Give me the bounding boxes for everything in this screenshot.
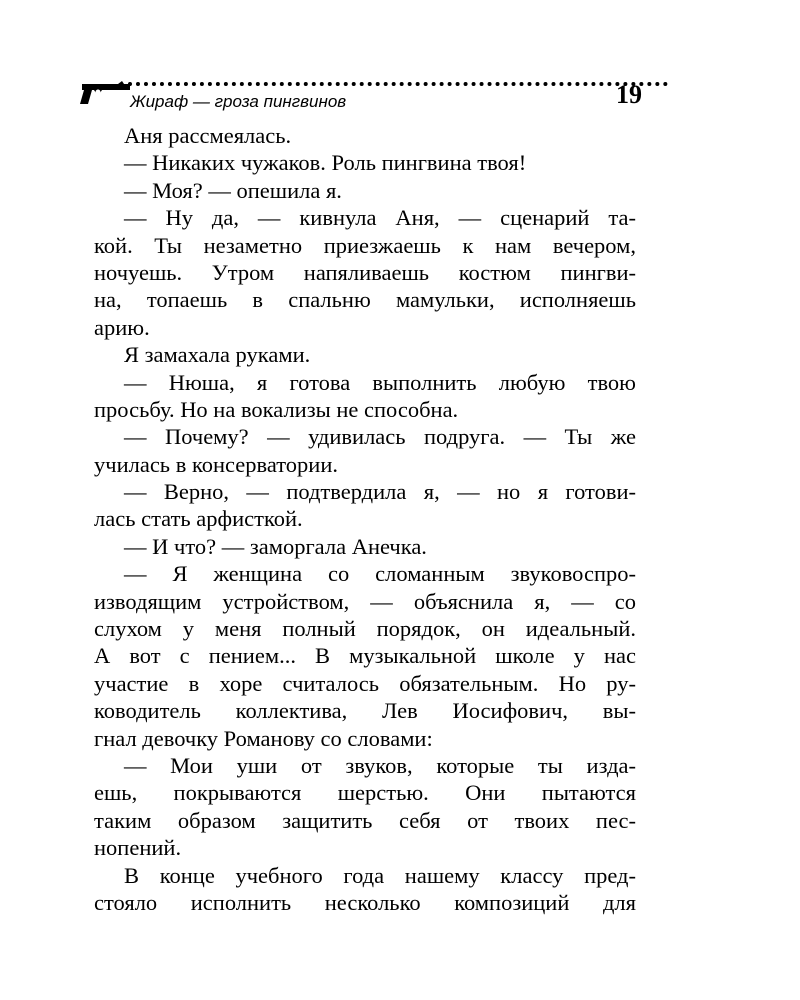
text-line: — Верно, — подтвердила я, — но я готови- — [124, 479, 636, 505]
text-line: изводящим устройством, — объяснила я, — со — [94, 588, 636, 614]
running-header — [78, 68, 642, 118]
body-text — [94, 122, 636, 916]
text-line: Аня рассмеялась. — [124, 123, 292, 148]
text-line: гнал девочку Романову со словами: — [94, 725, 433, 751]
text-line: — Нюша, я готова выполнить любую твою — [124, 369, 636, 395]
text-line: таким образом защитить себя от твоих пес- — [94, 807, 636, 833]
text-line: нопений. — [94, 835, 182, 861]
text-line: слухом у меня полный порядок, он идеальный. — [94, 616, 636, 642]
text-line: — Я женщина со сломанным звуковоспро- — [124, 561, 636, 587]
text-line: — Никаких чужаков. Роль пингвина твоя! — [124, 150, 527, 176]
text-line: — Мои уши от звуков, которые ты изда- — [124, 752, 636, 778]
dotted-rule — [128, 82, 668, 86]
page-number: 19 — [616, 80, 642, 109]
text-line: — Почему? — удивилась подруга. — Ты же — [124, 424, 636, 450]
text-line: — И что? — заморгала Анечка. — [124, 533, 427, 559]
text-line: ночуешь. Утром напяливаешь костюм пингви- — [94, 259, 636, 285]
text-line: А вот с пением... В музыкальной школе у нас — [94, 643, 636, 669]
text-line: — Моя? — опешила я. — [124, 177, 342, 203]
text-line: ководитель коллектива, Лев Иосифович, вы- — [94, 698, 636, 724]
text-line: ешь, покрываются шерстью. Они пытаются — [94, 780, 636, 806]
text-line: лась стать арфисткой. — [94, 506, 303, 532]
text-line: участие в хоре считалось обязательным. Но ру- — [94, 670, 636, 696]
text-line: училась в консерватории. — [94, 451, 338, 477]
text-line: — Ну да, — кивнула Аня, — сценарий та- — [124, 205, 636, 231]
text-line: стояло исполнить несколько композиций для — [94, 889, 636, 915]
text-line: арию. — [94, 314, 150, 340]
running-title: Жираф — гроза пингвинов — [130, 92, 347, 111]
text-line: на, топаешь в спальню мамульки, исполняешь — [94, 287, 636, 313]
text-line: кой. Ты незаметно приезжаешь к нам вечером, — [94, 232, 636, 258]
text-line: В конце учебного года нашему классу пред- — [124, 862, 636, 888]
text-line: Я замахала руками. — [124, 342, 311, 368]
gun-icon — [78, 76, 132, 108]
text-line: просьбу. Но на вокализы не способна. — [94, 396, 459, 422]
